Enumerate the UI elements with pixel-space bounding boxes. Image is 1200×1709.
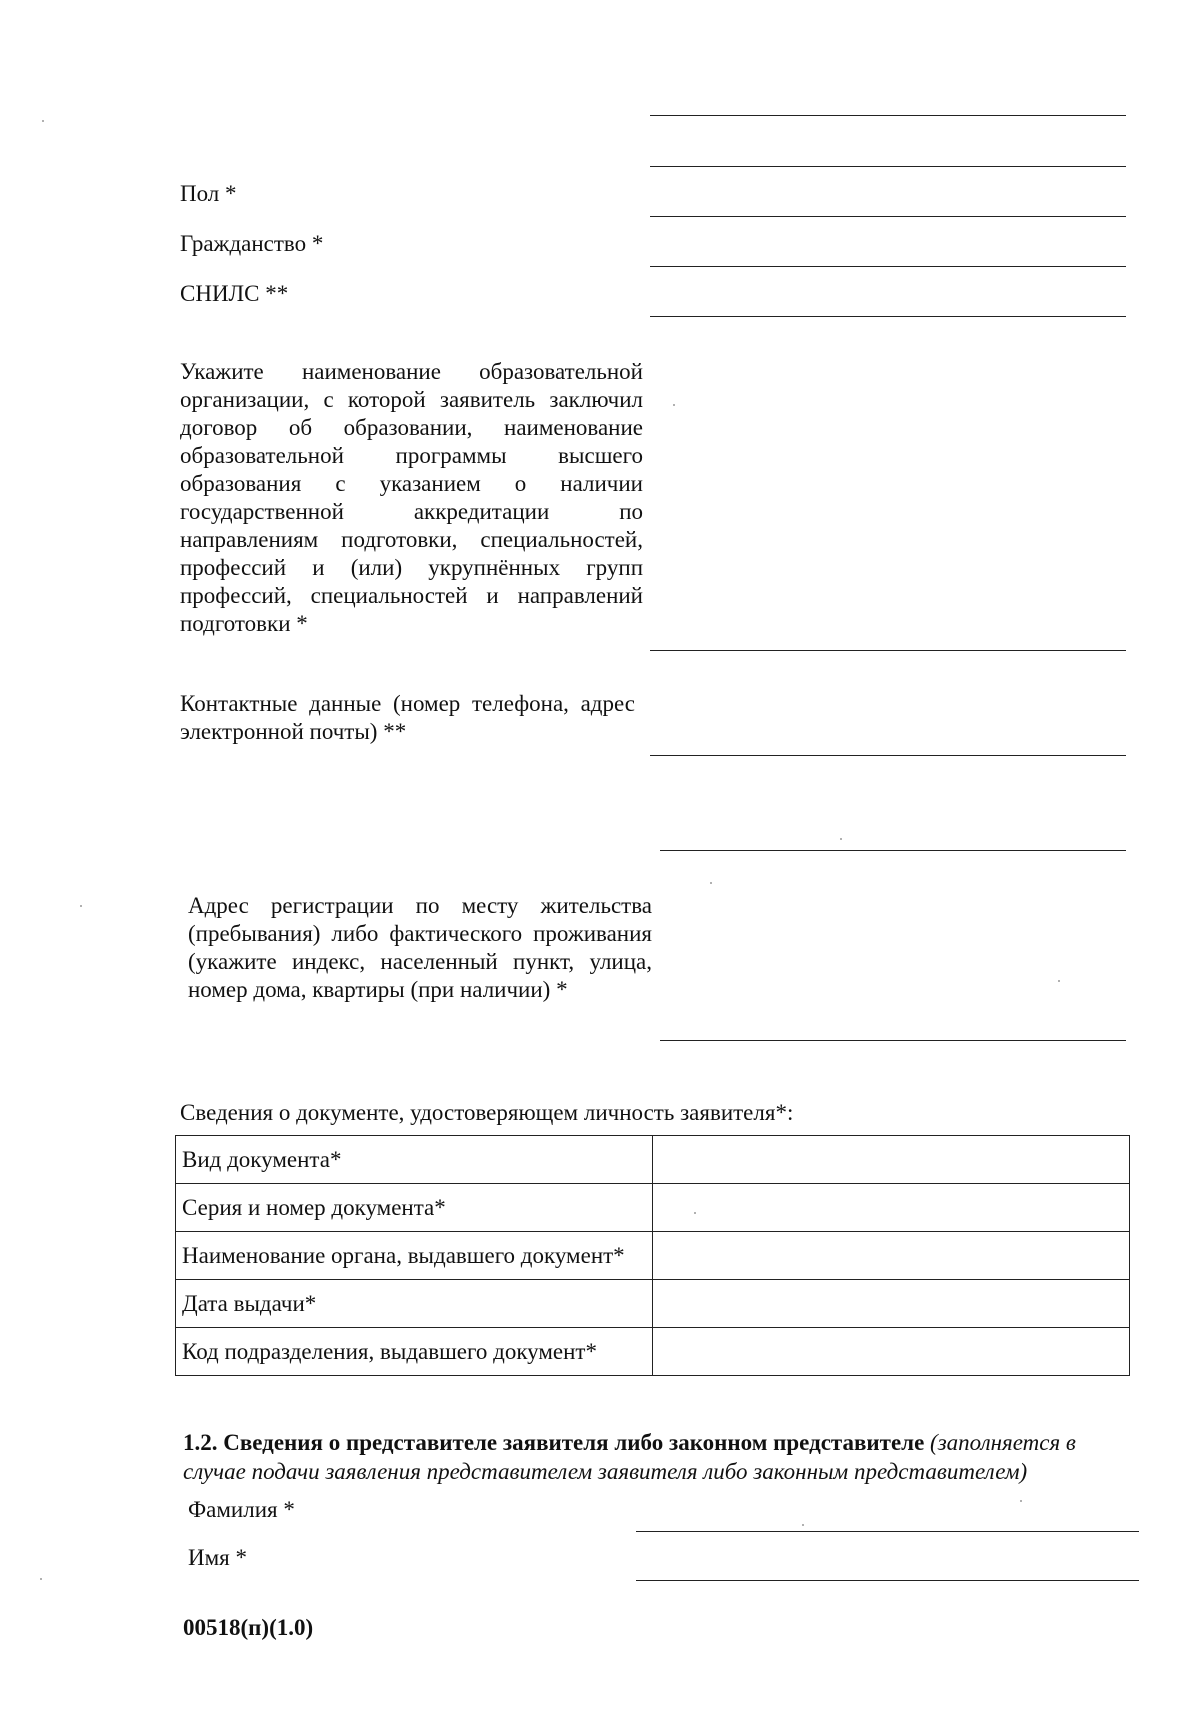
scan-speck	[840, 838, 842, 840]
scan-speck	[694, 1212, 696, 1214]
field-label-contacts: Контактные данные (номер телефона, адрес электронной почты) **	[180, 691, 635, 744]
identity-doc-heading: Сведения о документе, удостоверяющем личность заявителя*:	[180, 1100, 794, 1125]
identity-doc-table	[175, 1135, 1130, 1376]
blank-line[interactable]	[650, 115, 1126, 116]
row-value-cell[interactable]	[653, 1136, 1130, 1184]
scan-speck	[802, 1524, 804, 1526]
scan-speck	[1058, 980, 1060, 982]
section-1-2-title: 1.2. Сведения о представителе заявителя либо законном представителе	[183, 1430, 925, 1455]
section-1-2-heading	[183, 1428, 1133, 1486]
form-code: 00518(п)(1.0)	[183, 1615, 314, 1640]
field-line-grazhdanstvo[interactable]	[650, 266, 1126, 267]
table-row	[176, 1280, 1130, 1328]
blank-line[interactable]	[660, 850, 1126, 851]
table-row	[176, 1328, 1130, 1376]
field-label-imya: Имя *	[188, 1545, 247, 1570]
field-label-address: Адрес регистрации по месту жительства (пребывания) либо фактического проживания (укажите индекс, населенный пункт, улица, номер дома, квартиры (при наличии) *	[188, 893, 652, 1002]
field-label-grazhdanstvo: Гражданство *	[180, 231, 324, 256]
field-label-pol: Пол *	[180, 181, 237, 206]
field-label-organization: Укажите наименование образовательной организации, с которой заявитель заключил договор об образовании, наименование образовательной программы высшего образования с указанием о наличии государственной аккредитации по направлениям подготовки, специальностей, профессий и (или) укрупнённых групп профессий, специальностей и направлений подготовки *	[180, 359, 643, 636]
field-line-snils[interactable]	[650, 316, 1126, 317]
field-line-address[interactable]	[660, 1040, 1126, 1041]
scan-speck	[710, 882, 712, 884]
field-label-familiya: Фамилия *	[188, 1497, 295, 1522]
field-line-contacts[interactable]	[650, 755, 1126, 756]
section-1-2-note: (заполняется в случае подачи заявления представителем заявителя либо законным представителем)	[183, 1430, 1076, 1484]
row-value-cell[interactable]	[653, 1328, 1130, 1376]
row-value-cell[interactable]	[653, 1184, 1130, 1232]
scan-speck	[1020, 1500, 1022, 1502]
scan-speck	[40, 1578, 42, 1580]
table-row	[176, 1136, 1130, 1184]
row-value-cell[interactable]	[653, 1232, 1130, 1280]
row-label: Вид документа*	[176, 1136, 653, 1184]
field-label-snils: СНИЛС **	[180, 281, 289, 306]
field-line-pol[interactable]	[650, 216, 1126, 217]
scan-speck	[42, 120, 44, 122]
scan-speck	[80, 905, 82, 907]
row-value-cell[interactable]	[653, 1280, 1130, 1328]
blank-line[interactable]	[650, 166, 1126, 167]
row-label: Серия и номер документа*	[176, 1184, 653, 1232]
scan-speck	[673, 404, 675, 406]
row-label: Код подразделения, выдавшего документ*	[176, 1328, 653, 1376]
field-line-familiya[interactable]	[636, 1531, 1139, 1532]
field-line-organization[interactable]	[650, 650, 1126, 651]
row-label: Дата выдачи*	[176, 1280, 653, 1328]
row-label: Наименование органа, выдавшего документ*	[176, 1232, 653, 1280]
table-row	[176, 1232, 1130, 1280]
field-line-imya[interactable]	[636, 1580, 1139, 1581]
table-row	[176, 1184, 1130, 1232]
